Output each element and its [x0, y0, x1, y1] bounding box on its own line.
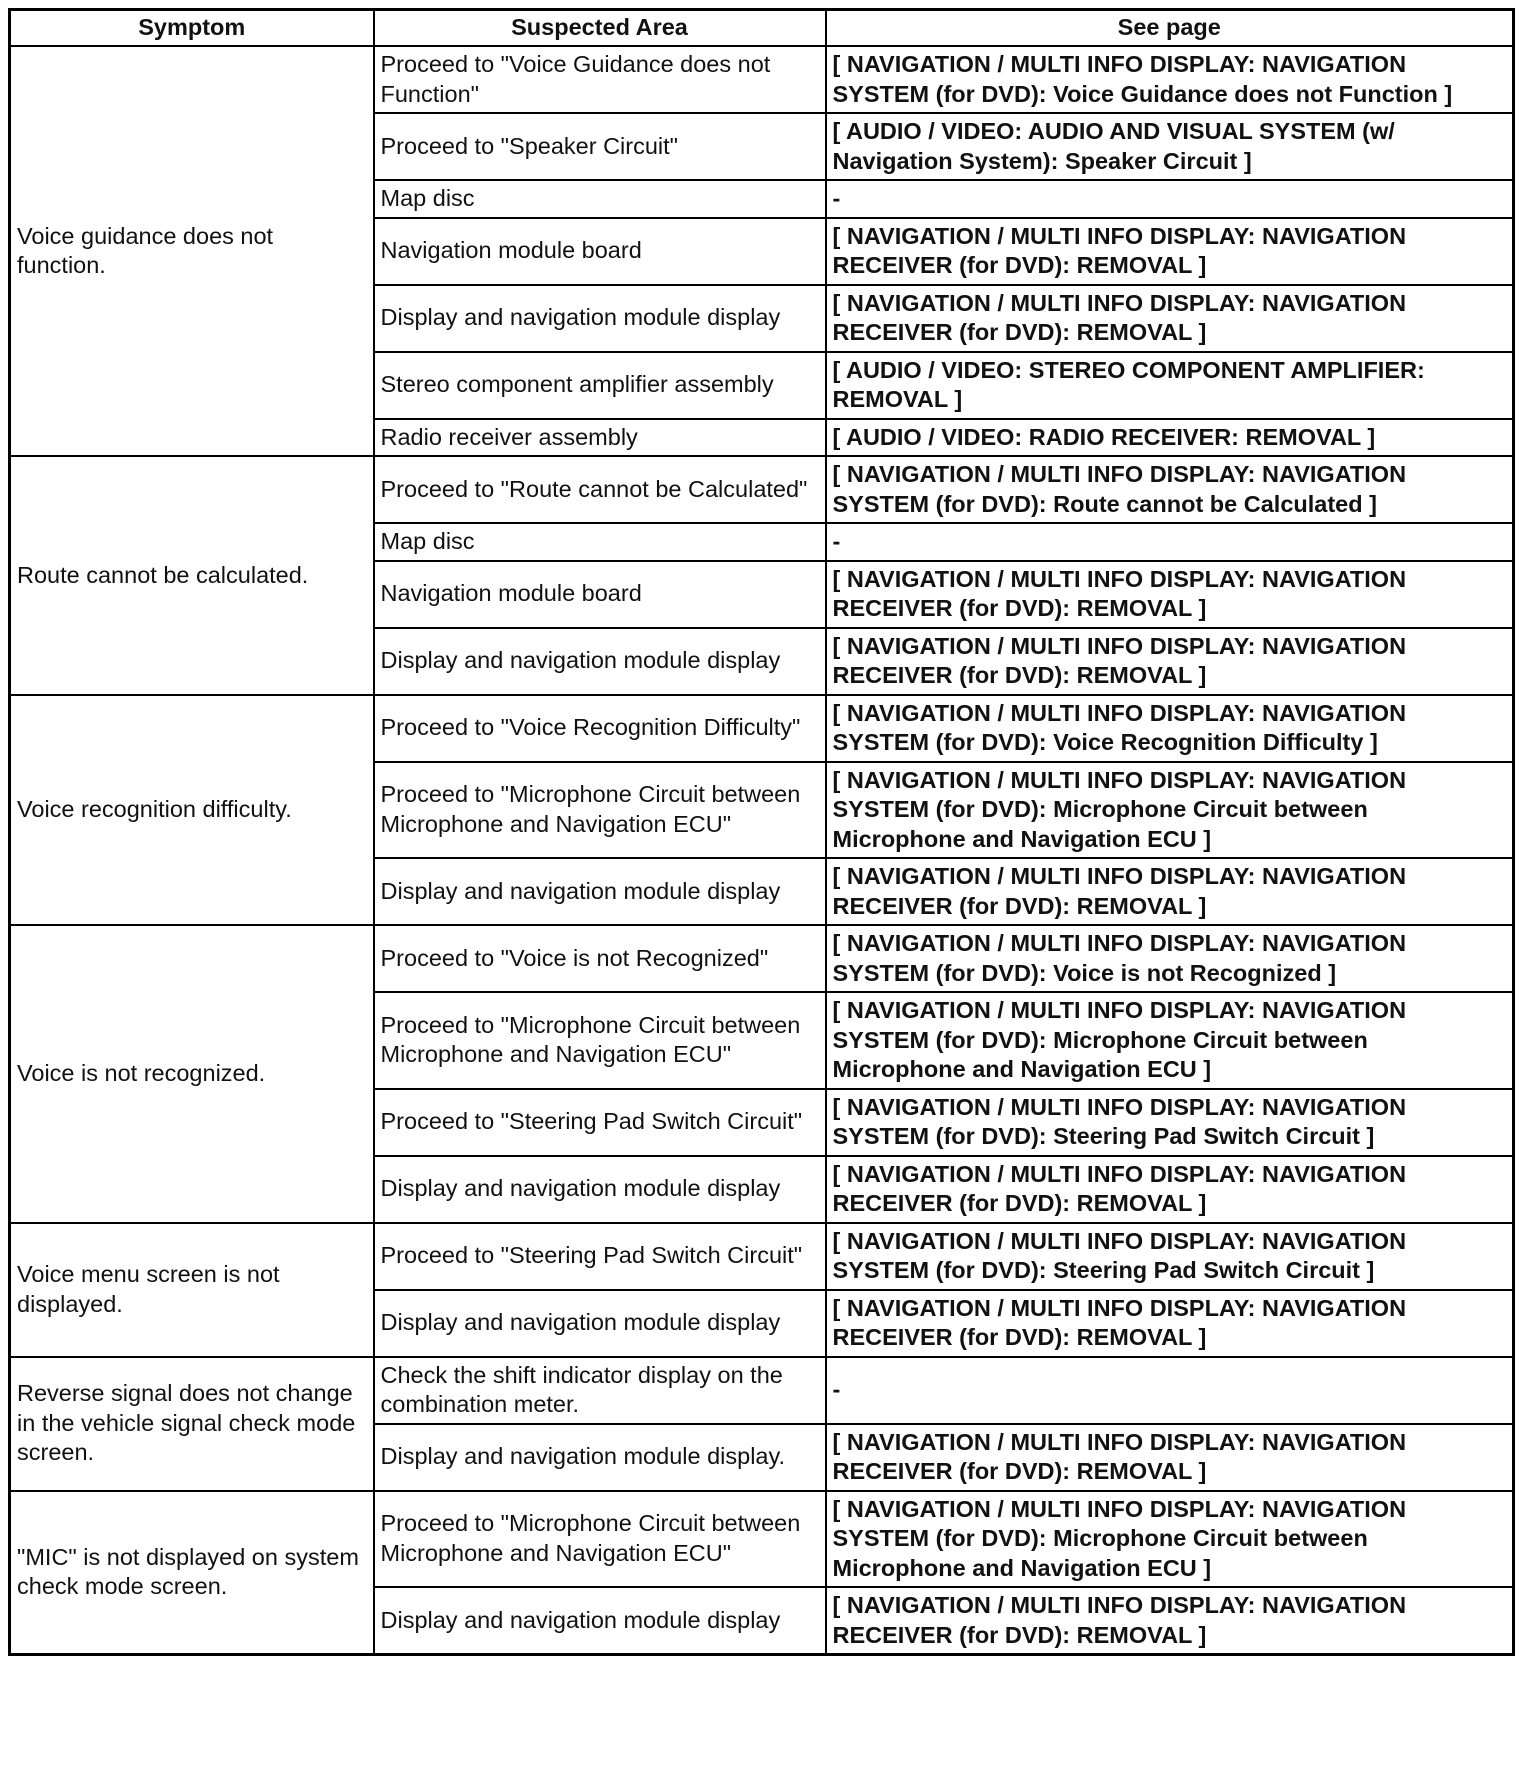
suspected-area-cell: Proceed to "Steering Pad Switch Circuit"	[374, 1223, 826, 1290]
see-page-cell: [ NAVIGATION / MULTI INFO DISPLAY: NAVIGATION SYSTEM (for DVD): Steering Pad Switch Circuit ]	[826, 1089, 1514, 1156]
symptom-cell: Voice recognition difficulty.	[10, 695, 374, 926]
suspected-area-cell: Proceed to "Microphone Circuit between Microphone and Navigation ECU"	[374, 992, 826, 1089]
symptom-cell: Voice is not recognized.	[10, 925, 374, 1223]
suspected-area-cell: Proceed to "Microphone Circuit between Microphone and Navigation ECU"	[374, 762, 826, 859]
suspected-area-cell: Stereo component amplifier assembly	[374, 352, 826, 419]
table-row	[10, 1223, 1514, 1290]
suspected-area-cell: Display and navigation module display	[374, 1156, 826, 1223]
see-page-cell: [ NAVIGATION / MULTI INFO DISPLAY: NAVIGATION SYSTEM (for DVD): Microphone Circuit between Microphone and Navigation ECU ]	[826, 1491, 1514, 1588]
header-row	[10, 10, 1514, 47]
see-page-cell: -	[826, 523, 1514, 561]
see-page-cell: [ AUDIO / VIDEO: RADIO RECEIVER: REMOVAL ]	[826, 419, 1514, 457]
see-page-cell: [ NAVIGATION / MULTI INFO DISPLAY: NAVIGATION SYSTEM (for DVD): Microphone Circuit between Microphone and Navigation ECU ]	[826, 762, 1514, 859]
table-row	[10, 695, 1514, 762]
symptom-cell: Reverse signal does not change in the vehicle signal check mode screen.	[10, 1357, 374, 1491]
suspected-area-cell: Radio receiver assembly	[374, 419, 826, 457]
suspected-area-cell: Navigation module board	[374, 561, 826, 628]
header-see-page: See page	[826, 10, 1514, 47]
suspected-area-cell: Display and navigation module display	[374, 858, 826, 925]
symptom-cell: Voice guidance does not function.	[10, 46, 374, 456]
see-page-cell: -	[826, 1357, 1514, 1424]
see-page-cell: [ NAVIGATION / MULTI INFO DISPLAY: NAVIGATION SYSTEM (for DVD): Steering Pad Switch Circuit ]	[826, 1223, 1514, 1290]
see-page-cell: [ NAVIGATION / MULTI INFO DISPLAY: NAVIGATION RECEIVER (for DVD): REMOVAL ]	[826, 1424, 1514, 1491]
see-page-cell: [ NAVIGATION / MULTI INFO DISPLAY: NAVIGATION RECEIVER (for DVD): REMOVAL ]	[826, 561, 1514, 628]
table-row	[10, 1357, 1514, 1424]
suspected-area-cell: Map disc	[374, 180, 826, 218]
symptom-cell: "MIC" is not displayed on system check mode screen.	[10, 1491, 374, 1655]
suspected-area-cell: Map disc	[374, 523, 826, 561]
see-page-cell: [ NAVIGATION / MULTI INFO DISPLAY: NAVIGATION RECEIVER (for DVD): REMOVAL ]	[826, 1156, 1514, 1223]
document-page	[8, 8, 1512, 1656]
suspected-area-cell: Navigation module board	[374, 218, 826, 285]
suspected-area-cell: Proceed to "Voice is not Recognized"	[374, 925, 826, 992]
suspected-area-cell: Check the shift indicator display on the combination meter.	[374, 1357, 826, 1424]
suspected-area-cell: Display and navigation module display	[374, 1587, 826, 1655]
see-page-cell: [ NAVIGATION / MULTI INFO DISPLAY: NAVIGATION SYSTEM (for DVD): Voice Recognition Difficulty ]	[826, 695, 1514, 762]
see-page-cell: [ NAVIGATION / MULTI INFO DISPLAY: NAVIGATION SYSTEM (for DVD): Microphone Circuit between Microphone and Navigation ECU ]	[826, 992, 1514, 1089]
suspected-area-cell: Proceed to "Microphone Circuit between Microphone and Navigation ECU"	[374, 1491, 826, 1588]
see-page-cell: [ NAVIGATION / MULTI INFO DISPLAY: NAVIGATION RECEIVER (for DVD): REMOVAL ]	[826, 218, 1514, 285]
see-page-cell: [ NAVIGATION / MULTI INFO DISPLAY: NAVIGATION RECEIVER (for DVD): REMOVAL ]	[826, 1587, 1514, 1655]
suspected-area-cell: Proceed to "Steering Pad Switch Circuit"	[374, 1089, 826, 1156]
see-page-cell: [ NAVIGATION / MULTI INFO DISPLAY: NAVIGATION SYSTEM (for DVD): Route cannot be Calculated ]	[826, 456, 1514, 523]
header-suspected-area: Suspected Area	[374, 10, 826, 47]
see-page-cell: [ AUDIO / VIDEO: STEREO COMPONENT AMPLIFIER: REMOVAL ]	[826, 352, 1514, 419]
header-symptom: Symptom	[10, 10, 374, 47]
see-page-cell: [ NAVIGATION / MULTI INFO DISPLAY: NAVIGATION SYSTEM (for DVD): Voice is not Recognized ]	[826, 925, 1514, 992]
suspected-area-cell: Proceed to "Voice Guidance does not Function"	[374, 46, 826, 113]
suspected-area-cell: Display and navigation module display.	[374, 1424, 826, 1491]
table-row	[10, 46, 1514, 113]
suspected-area-cell: Proceed to "Route cannot be Calculated"	[374, 456, 826, 523]
suspected-area-cell: Proceed to "Voice Recognition Difficulty"	[374, 695, 826, 762]
see-page-cell: [ NAVIGATION / MULTI INFO DISPLAY: NAVIGATION SYSTEM (for DVD): Voice Guidance does not Function ]	[826, 46, 1514, 113]
suspected-area-cell: Display and navigation module display	[374, 1290, 826, 1357]
suspected-area-cell: Display and navigation module display	[374, 628, 826, 695]
see-page-cell: [ NAVIGATION / MULTI INFO DISPLAY: NAVIGATION RECEIVER (for DVD): REMOVAL ]	[826, 628, 1514, 695]
see-page-cell: [ NAVIGATION / MULTI INFO DISPLAY: NAVIGATION RECEIVER (for DVD): REMOVAL ]	[826, 858, 1514, 925]
table-body	[10, 46, 1514, 1655]
see-page-cell: [ AUDIO / VIDEO: AUDIO AND VISUAL SYSTEM (w/ Navigation System): Speaker Circuit ]	[826, 113, 1514, 180]
see-page-cell: [ NAVIGATION / MULTI INFO DISPLAY: NAVIGATION RECEIVER (for DVD): REMOVAL ]	[826, 1290, 1514, 1357]
see-page-cell: [ NAVIGATION / MULTI INFO DISPLAY: NAVIGATION RECEIVER (for DVD): REMOVAL ]	[826, 285, 1514, 352]
symptom-table	[8, 8, 1515, 1656]
suspected-area-cell: Display and navigation module display	[374, 285, 826, 352]
symptom-cell: Route cannot be calculated.	[10, 456, 374, 695]
table-row	[10, 1491, 1514, 1588]
see-page-cell: -	[826, 180, 1514, 218]
table-row	[10, 925, 1514, 992]
symptom-cell: Voice menu screen is not displayed.	[10, 1223, 374, 1357]
table-row	[10, 456, 1514, 523]
suspected-area-cell: Proceed to "Speaker Circuit"	[374, 113, 826, 180]
